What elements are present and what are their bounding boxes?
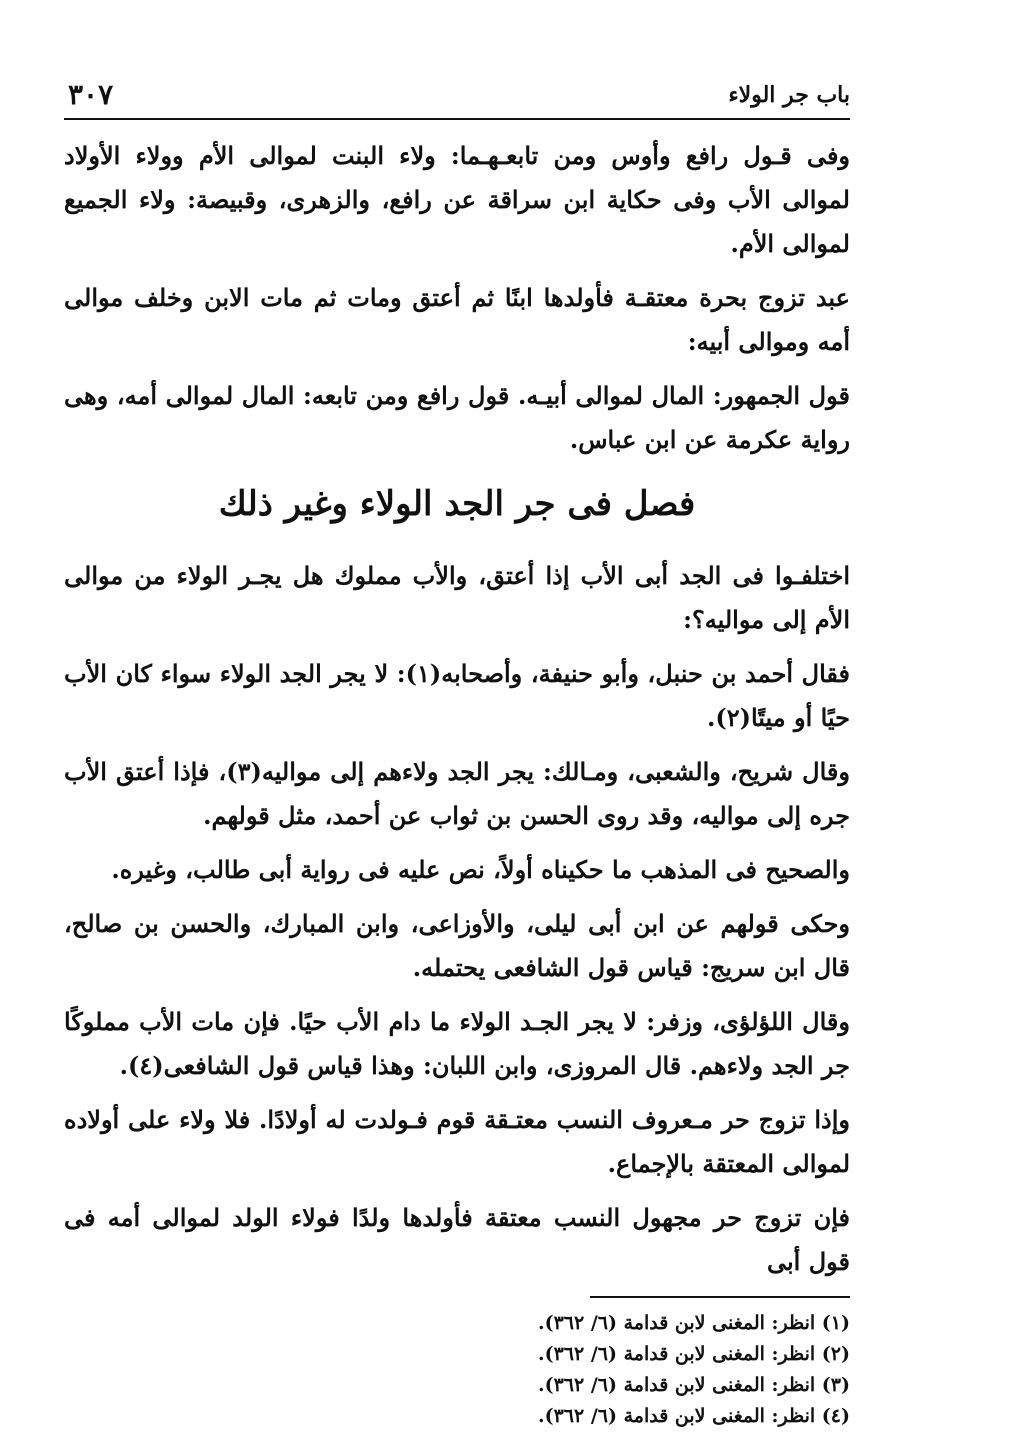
footnote: (٤) انظر: المغنى لابن قدامة (٦/ ٣٦٢). [537, 1405, 850, 1427]
page-number: ٣٠٧ [68, 78, 114, 111]
paragraph: عبد تزوج بحرة معتقـة فأولدها ابنًا ثم أعتق ومات ثم مات الابن وخلف موالى أمه وموالى أبيه: [64, 283, 850, 356]
paragraph: فقال أحمد بن حنبل، وأبو حنيفة، وأصحابه(١): لا يجر الجد الولاء سواء كان الأب حيًا أو ميتًا(٢). [64, 659, 851, 732]
paragraph: فإن تزوج حر مجهول النسب معتقة فأولدها ولدًا فولاء الولد لموالى أمه فى قول أبى [64, 1203, 850, 1276]
footnote-divider [590, 1296, 850, 1298]
page-header [64, 72, 850, 120]
footnote: (٢) انظر: المغنى لابن قدامة (٦/ ٣٦٢). [537, 1343, 850, 1365]
paragraph: قول الجمهور: المال لموالى أبيـه. قول رافع ومن تابعه: المال لموالى أمه، وهى رواية عكرمة عن ابن عباس. [64, 381, 850, 454]
footnote: (٣) انظر: المغنى لابن قدامة (٦/ ٣٦٢). [537, 1374, 850, 1396]
book-page [64, 72, 850, 1432]
footnote: (١) انظر: المغنى لابن قدامة (٦/ ٣٦٢). [537, 1312, 850, 1334]
paragraph: وقال شريح، والشعبى، ومـالك: يجر الجد ولاءهم إلى مواليه(٣)، فإذا أعتق الأب جره إلى مواليه، وقد روى الحسن بن ثواب عن أحمد، مثل قولهم. [64, 757, 850, 830]
paragraph: وقال اللؤلؤى، وزفر: لا يجر الجـد الولاء ما دام الأب حيًا. فإن مات الأب مملوكًا جر الجد ولاءهم. قال المروزى، وابن اللبان: وهذا قياس قول الشافعى(٤). [64, 1007, 850, 1080]
paragraph: والصحيح فى المذهب ما حكيناه أولاً، نص عليه فى رواية أبى طالب، وغيره. [111, 855, 850, 884]
paragraph: وفى قـول رافع وأوس ومن تابعـهـما: ولاء البنت لموالى الأم وولاء الأولاد لموالى الأب وفى حكاية ابن سراقة عن رافع، والزهرى، وقبيصة: ولاء الجميع لموالى الأم. [64, 141, 851, 258]
paragraph: اختلفـوا فى الجد أبى الأب إذا أعتق، والأب مملوك هل يجـر الولاء من موالى الأم إلى مواليه؟: [64, 561, 850, 634]
paragraph: وحكى قولهم عن ابن أبى ليلى، والأوزاعى، وابن المبارك، والحسن بن صالح، قال ابن سريج: قياس قول الشافعى يحتمله. [64, 909, 850, 982]
section-heading: فصل فى جر الجد الولاء وغير ذلك [218, 484, 696, 524]
paragraph: وإذا تزوج حر مـعروف النسب معتـقة قوم فـولدت له أولادًا. فلا ولاء على أولاده لموالى المعتقة بالإجماع. [64, 1105, 850, 1178]
page-body [64, 120, 850, 1432]
chapter-title: باب جر الولاء [728, 82, 850, 108]
